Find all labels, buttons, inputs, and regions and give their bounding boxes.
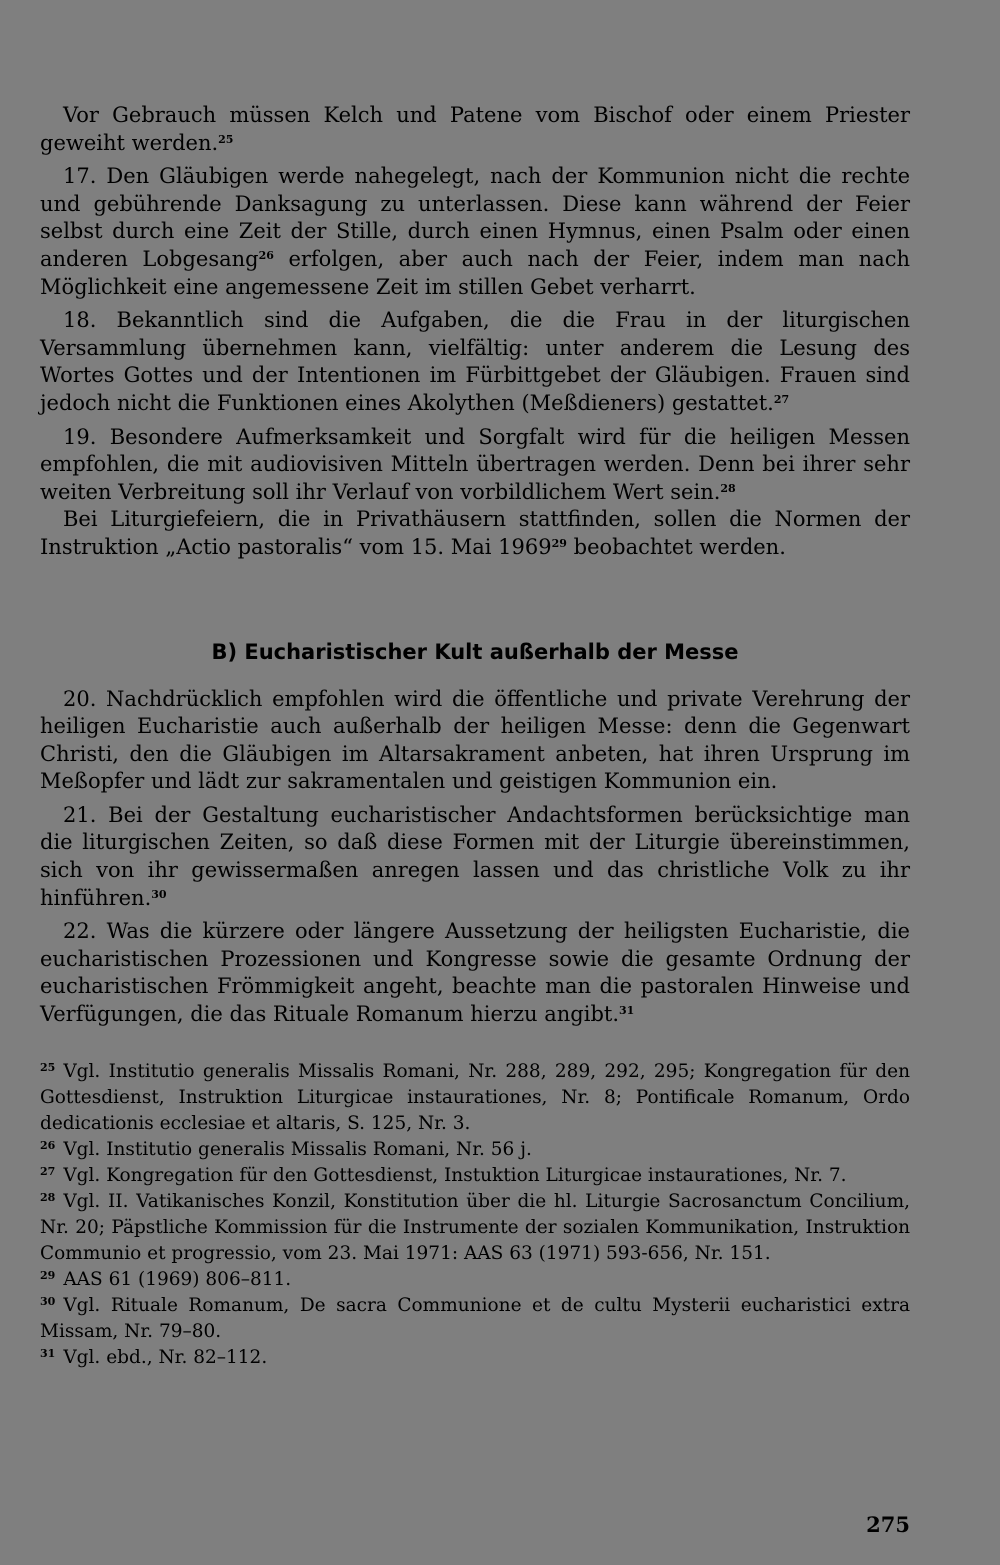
footnote-text: Vgl. Rituale Romanum, De sacra Communione et de cultu Mysterii eucharistici extra Missam, Nr. 79–80. (40, 1294, 910, 1342)
footnote-text: Vgl. Institutio generalis Missalis Romani, Nr. 56 j. (63, 1138, 532, 1160)
footnote-text: Vgl. Kongregation für den Gottesdienst, Instuktion Liturgicae instaurationes, Nr. 7. (63, 1164, 847, 1186)
paragraph-text: Vor Gebrauch müssen Kelch und Patene vom Bischof oder einem Priester geweiht werden. (40, 103, 910, 155)
footnote-text: Vgl. Institutio generalis Missalis Romani, Nr. 288, 289, 292, 295; Kongregation für den Gottesdienst, Instruktion Liturgicae instaurationes, Nr. 8; Pontificale Romanum, Ordo dedicationis ecclesiae et altaris, S. 125, Nr. 3. (40, 1060, 910, 1134)
page-body (40, 102, 910, 1371)
paragraph-text: 21. Bei der Gestaltung eucharistischer Andachtsformen berücksichtige man die liturgischen Zeiten, so daß diese Formen mit der Liturgie übereinstimmen, sich von ihr gewissermaßen anregen lassen und das christliche Volk zu ihr hinführen. (40, 802, 910, 910)
footnote-ref: 29 (551, 536, 567, 550)
footnote-number: 28 (40, 1190, 56, 1204)
footnote-31 (40, 1345, 910, 1371)
footnotes (40, 1059, 910, 1371)
footnote-number: 29 (40, 1268, 56, 1282)
footnote-number: 25 (40, 1060, 56, 1074)
footnote-25 (40, 1059, 910, 1137)
footnote-text: AAS 61 (1969) 806–811. (63, 1268, 292, 1290)
paragraph-21 (40, 802, 910, 912)
paragraph-18 (40, 307, 910, 417)
paragraph-text: beobachtet werden. (566, 534, 786, 559)
footnote-text: Vgl. II. Vatikanisches Konzil, Konstitution über die hl. Liturgie Sacrosanctum Concilium, Nr. 20; Päpstliche Kommission für die Instrumente der sozialen Kommunikation, Instruktion Communio et progressio, vom 23. Mai 1971: AAS 63 (1971) 593-656, Nr. 151. (40, 1190, 910, 1264)
section-heading: B) Eucharistischer Kult außerhalb der Messe (211, 639, 739, 664)
footnote-ref: 27 (773, 392, 790, 406)
paragraph-20 (40, 686, 910, 796)
page-number: 275 (866, 1512, 910, 1537)
paragraph-text: 17. Den Gläubigen werde nahegelegt, nach der Kommunion nicht die rechte und gebührende Danksagung zu unterlassen. Diese kann während der Feier selbst durch eine Zeit der Stille, durch einen Hymnus, einen Psalm oder einen anderen Lobgesang (40, 164, 910, 271)
paragraph-intro (40, 102, 910, 157)
footnote-text: Vgl. ebd., Nr. 82–112. (63, 1346, 268, 1368)
paragraph-19 (40, 424, 910, 507)
footnote-26 (40, 1137, 910, 1163)
paragraph-text: 19. Besondere Aufmerksamkeit und Sorgfalt wird für die heiligen Messen empfohlen, die mit audiovisiven Mitteln übertragen werden. Denn bei ihrer sehr weiten Verbreitung soll ihr Verlauf von vorbildlichem Wert sein. (40, 424, 910, 504)
footnote-28 (40, 1189, 910, 1267)
footnote-ref: 26 (258, 248, 274, 262)
paragraph-text: Bei Liturgiefeiern, die in Privathäusern stattfinden, sollen die Normen der Instruktion „Actio pastoralis“ vom 15. Mai 1969 (40, 507, 910, 559)
paragraph-text: 20. Nachdrücklich empfohlen wird die öffentliche und private Verehrung der heiligen Eucharistie auch außerhalb der heiligen Messe: denn die Gegenwart Christi, den die Gläubigen im Altarsakrament anbeten, hat ihren Ursprung im Meßopfer und lädt zur sakramentalen und geistigen Kommunion ein. (40, 686, 910, 794)
paragraph-text: 18. Bekanntlich sind die Aufgaben, die die Frau in der liturgischen Versammlung übernehmen kann, vielfältig: unter anderem die Lesung des Wortes Gottes und der Intentionen im Fürbittgebet der Gläubigen. Frauen sind jedoch nicht die Funktionen eines Akolythen (Meßdieners) gestattet. (40, 308, 910, 415)
paragraph-22 (40, 918, 910, 1028)
paragraph-19b (40, 506, 910, 561)
paragraph-text: 22. Was die kürzere oder längere Aussetzung der heiligsten Eucharistie, die eucharistischen Prozessionen und Kongresse sowie die gesamte Ordnung der eucharistischen Frömmigkeit angeht, beachte man die pastoralen Hinweise und Verfügungen, die das Rituale Romanum hierzu angibt. (40, 919, 910, 1027)
footnote-ref: 28 (720, 481, 736, 495)
paragraph-17 (40, 163, 910, 301)
footnote-30 (40, 1293, 910, 1345)
footnote-27 (40, 1163, 910, 1189)
paragraph-text: erfolgen, aber auch nach der Feier, indem man nach Möglichkeit eine angemessene Zeit im stillen Gebet verharrt. (40, 246, 911, 299)
footnote-number: 31 (40, 1346, 56, 1360)
footnote-number: 26 (40, 1138, 56, 1152)
footnote-ref: 25 (218, 132, 234, 146)
footnote-number: 30 (40, 1294, 56, 1308)
footnote-number: 27 (40, 1164, 56, 1178)
footnote-ref: 31 (619, 1004, 635, 1018)
footnote-ref: 30 (151, 887, 167, 901)
footnote-29 (40, 1267, 910, 1293)
